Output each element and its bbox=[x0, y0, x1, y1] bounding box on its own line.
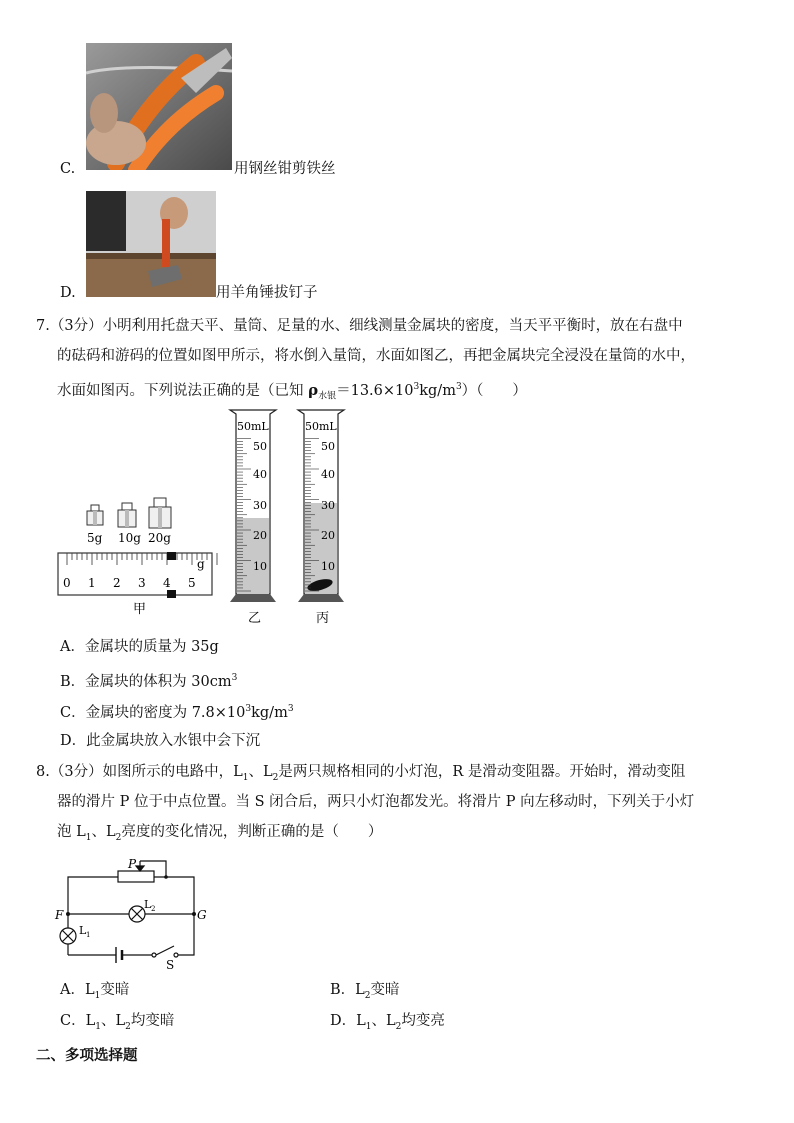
label-S: S bbox=[166, 958, 175, 972]
balance-figure-jia bbox=[54, 495, 224, 620]
q8-option-d-sub2: 2 bbox=[395, 1021, 402, 1032]
scale-unit: g bbox=[197, 557, 205, 571]
q7-text-1: 小明利用托盘天平、量筒、足量的水、细线测量金属块的密度，当天平平衡时，放在右盘中 bbox=[102, 318, 683, 334]
rho-symbol: ρ bbox=[308, 380, 319, 399]
q8-option-d-post: 均变亮 bbox=[401, 1013, 445, 1029]
weight-label-5g: 5g bbox=[87, 531, 103, 545]
q8-option-c-sub2: 2 bbox=[125, 1021, 131, 1032]
q7-sup-2: 3 bbox=[455, 382, 462, 392]
weight-10g bbox=[118, 503, 136, 527]
hammer-photo bbox=[86, 191, 216, 297]
q8-option-b-pre: B．L bbox=[330, 982, 365, 998]
weight-5g bbox=[87, 505, 103, 525]
q7-text-3c: kg/m bbox=[419, 382, 456, 399]
cyl-bing-30: 30 bbox=[321, 499, 335, 512]
q8-stem-line2: 器的滑片 P 位于中点位置。当 S 闭合后，两只小灯泡都发光。将滑片 P 向左移动时，下列关于小灯 bbox=[57, 794, 695, 810]
cyl-bing-50: 50 bbox=[321, 440, 335, 453]
label-G: G bbox=[197, 908, 207, 922]
q7-stem-line2: 的砝码和游码的位置如图甲所示，将水倒入量筒，水面如图乙，再把金属块完全浸没在量筒的水中， bbox=[57, 348, 695, 364]
cyl-yi-30: 30 bbox=[253, 499, 267, 512]
cyl-bing-20: 20 bbox=[321, 529, 335, 542]
rider-top bbox=[167, 552, 176, 560]
cylinder-yi bbox=[228, 408, 288, 630]
q7-text-3a: 水面如图丙。下列说法正确的是（已知 bbox=[57, 382, 309, 399]
scale-tick-3: 3 bbox=[138, 576, 146, 590]
rho-subscript: 水银 bbox=[318, 391, 337, 402]
q8-stem-line1 bbox=[36, 762, 685, 788]
scale-tick-2: 2 bbox=[113, 576, 121, 590]
q8-text-3c: 亮度的变化情况，判断正确的是（ ） bbox=[121, 824, 383, 840]
q8-text-1c: 是两只规格相同的小灯泡，R 是滑动变阻器。开始时，滑动变阻 bbox=[278, 764, 686, 780]
cyl-yi-20: 20 bbox=[253, 529, 267, 542]
q8-option-a-post: 变暗 bbox=[100, 982, 130, 998]
label-L1-sub: 1 bbox=[86, 931, 91, 939]
q7-stem-line3 bbox=[57, 377, 527, 407]
q8-option-c-mid: 、L bbox=[100, 1013, 126, 1029]
q8-option-b-sub: 2 bbox=[364, 990, 371, 1001]
q8-option-a-pre: A．L bbox=[60, 982, 95, 998]
q8-sub-1: 1 bbox=[242, 772, 249, 783]
q7-option-c-sup2: 3 bbox=[287, 704, 294, 714]
q7-option-c-text: C．金属块的密度为 7.8×10 bbox=[60, 704, 246, 721]
weight-label-10g: 10g bbox=[118, 531, 141, 545]
q7-option-c[interactable] bbox=[60, 699, 294, 723]
q7-option-b-text: B．金属块的体积为 30cm bbox=[60, 673, 232, 690]
scale-tick-5: 5 bbox=[188, 576, 196, 590]
q8-option-b-post: 变暗 bbox=[370, 982, 400, 998]
q8-text-1a: 如图所示的电路中，L bbox=[102, 764, 243, 780]
q8-option-c-post: 均变暗 bbox=[130, 1013, 175, 1029]
scale-tick-1: 1 bbox=[88, 576, 96, 590]
q8-option-a[interactable] bbox=[60, 980, 129, 1006]
cyl-yi-40: 40 bbox=[253, 468, 267, 481]
label-L2-sub: 2 bbox=[151, 905, 156, 913]
q8-text-3a: 泡 L bbox=[57, 824, 86, 840]
q7-text-3d: ）（ ） bbox=[461, 382, 527, 399]
q8-sub-4: 2 bbox=[115, 832, 122, 843]
cyl-yi-50: 50 bbox=[253, 440, 267, 453]
q7-option-d[interactable]: D．此金属块放入水银中会下沉 bbox=[60, 733, 261, 749]
section-heading: 二、多项选择题 bbox=[36, 1048, 138, 1064]
label-L1: L bbox=[79, 924, 87, 937]
q7-text-3b: ＝13.6×10 bbox=[336, 382, 414, 399]
label-P: P bbox=[128, 857, 137, 871]
weight-label-20g: 20g bbox=[148, 531, 171, 545]
q7-option-b[interactable] bbox=[60, 668, 237, 692]
q7-option-b-sup: 3 bbox=[231, 673, 238, 683]
cylinder-bing bbox=[296, 408, 356, 630]
q6-option-d-text: 用羊角锤拔钉子 bbox=[216, 285, 318, 301]
q8-text-1b: 、L bbox=[248, 764, 273, 780]
q6-option-c-label: C. bbox=[60, 161, 76, 177]
q8-number: 8. bbox=[36, 764, 50, 780]
q6-option-d-label: D. bbox=[60, 285, 76, 301]
cyl-yi-10: 10 bbox=[253, 560, 267, 573]
q8-option-a-sub: 1 bbox=[94, 990, 101, 1001]
q8-option-c-pre: C．L bbox=[60, 1013, 96, 1029]
circuit-diagram bbox=[52, 852, 222, 972]
caption-yi: 乙 bbox=[248, 611, 262, 626]
q8-option-d[interactable] bbox=[330, 1011, 445, 1037]
q7-number: 7. bbox=[36, 318, 50, 334]
q8-option-d-pre: D．L bbox=[330, 1013, 366, 1029]
weight-20g bbox=[149, 498, 171, 528]
scale-tick-0: 0 bbox=[63, 576, 71, 590]
q7-option-c-tail: kg/m bbox=[251, 704, 288, 721]
pliers-photo bbox=[86, 43, 232, 170]
cyl-yi-unit: 50mL bbox=[237, 420, 269, 433]
rheostat bbox=[118, 871, 154, 882]
cyl-bing-40: 40 bbox=[321, 468, 335, 481]
cyl-bing-10: 10 bbox=[321, 560, 335, 573]
q7-stem-line1 bbox=[36, 316, 683, 336]
q8-option-c-sub1: 1 bbox=[95, 1021, 101, 1032]
q8-option-b[interactable] bbox=[330, 980, 400, 1006]
q8-score: （3分） bbox=[49, 764, 103, 780]
caption-bing: 丙 bbox=[316, 611, 330, 626]
label-L2: L bbox=[144, 898, 152, 911]
q8-text-3b: 、L bbox=[91, 824, 116, 840]
caption-jia: 甲 bbox=[133, 602, 147, 617]
q8-stem-line3 bbox=[57, 822, 382, 848]
q8-sub-3: 1 bbox=[85, 832, 92, 843]
q7-option-c-sup: 3 bbox=[245, 704, 252, 714]
scale-tick-4: 4 bbox=[163, 576, 171, 590]
q8-option-d-mid: 、L bbox=[371, 1013, 396, 1029]
q6-option-c-text: 用钢丝钳剪铁丝 bbox=[234, 161, 336, 177]
q8-option-d-sub1: 1 bbox=[365, 1021, 372, 1032]
q8-sub-2: 2 bbox=[272, 772, 279, 783]
q7-option-a[interactable]: A．金属块的质量为 35g bbox=[60, 639, 219, 655]
q8-option-c[interactable] bbox=[60, 1011, 174, 1037]
q7-sup-1: 3 bbox=[413, 382, 420, 392]
label-F: F bbox=[55, 908, 64, 922]
q7-score: （3分） bbox=[49, 318, 103, 334]
cyl-bing-unit: 50mL bbox=[305, 420, 337, 433]
rider-bottom bbox=[167, 590, 176, 598]
